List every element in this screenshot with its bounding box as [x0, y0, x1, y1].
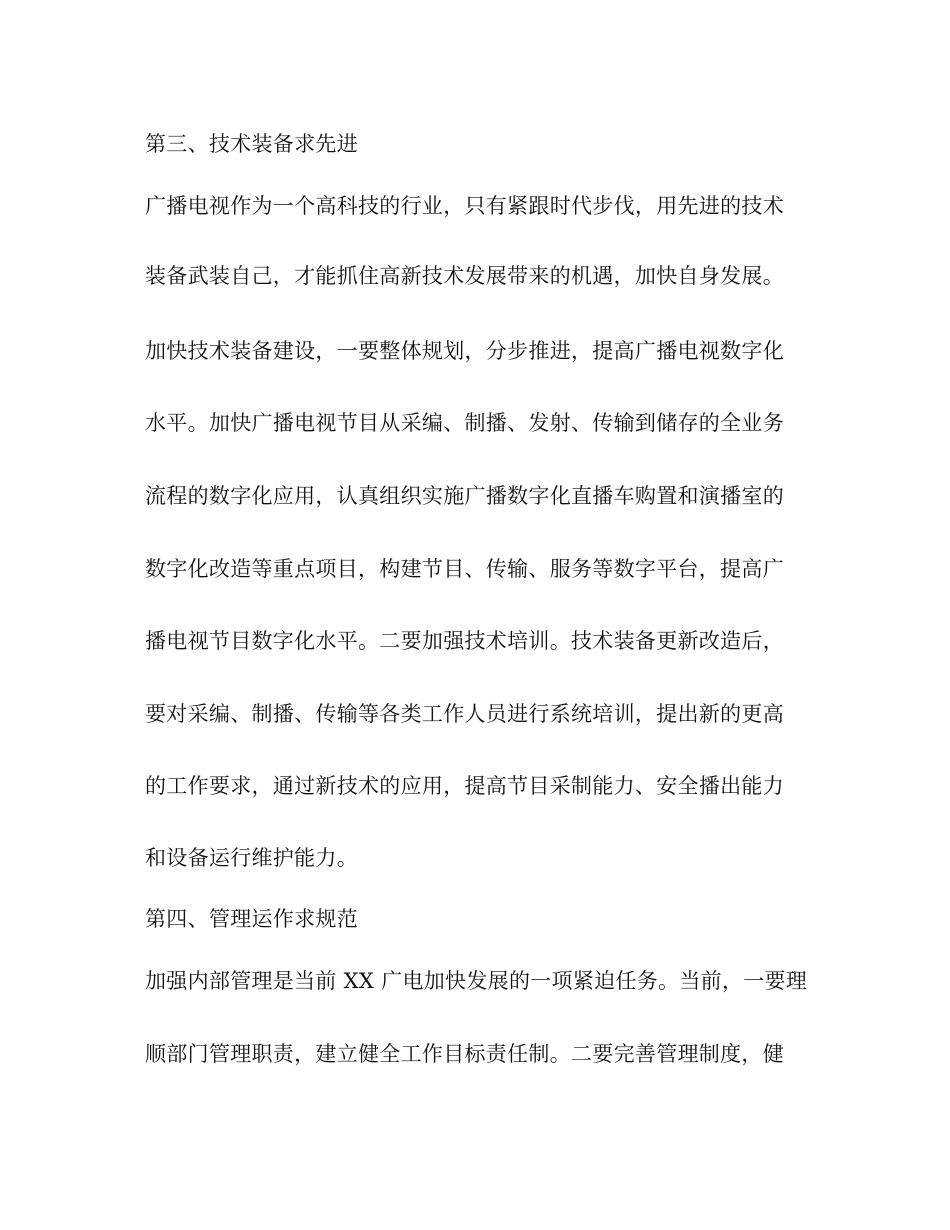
- paragraph-line: 装备武装自己，才能抓住高新技术发展带来的机遇，加快自身发展。: [145, 264, 784, 288]
- paragraph-line: 要对采编、制播、传输等各类工作人员进行系统培训，提出新的更高: [145, 702, 784, 726]
- paragraph-line: 流程的数字化应用，认真组织实施广播数字化直播车购置和演播室的: [145, 484, 784, 508]
- paragraph-line: 和设备运行维护能力。: [145, 846, 358, 870]
- paragraph-line: 加快技术装备建设，一要整体规划，分步推进，提高广播电视数字化: [145, 339, 784, 363]
- paragraph-line: 水平。加快广播电视节目从采编、制播、发射、传输到储存的全业务: [145, 411, 784, 435]
- paragraph-line: 顺部门管理职责，建立健全工作目标责任制。二要完善管理制度，健: [145, 1042, 784, 1066]
- paragraph-line: 的工作要求，通过新技术的应用，提高节目采制能力、安全播出能力: [145, 774, 784, 798]
- section-heading-4: 第四、管理运作求规范: [145, 907, 358, 931]
- section-heading-3: 第三、技术装备求先进: [145, 132, 358, 156]
- paragraph-line: 播电视节目数字化水平。二要加强技术培训。技术装备更新改造后，: [145, 629, 784, 653]
- paragraph-line: 数字化改造等重点项目，构建节目、传输、服务等数字平台，提高广: [145, 557, 784, 581]
- paragraph-line: 广播电视作为一个高科技的行业，只有紧跟时代步伐，用先进的技术: [145, 194, 784, 218]
- paragraph-line: 加强内部管理是当前 XX 广电加快发展的一项紧迫任务。当前，一要理: [145, 969, 808, 993]
